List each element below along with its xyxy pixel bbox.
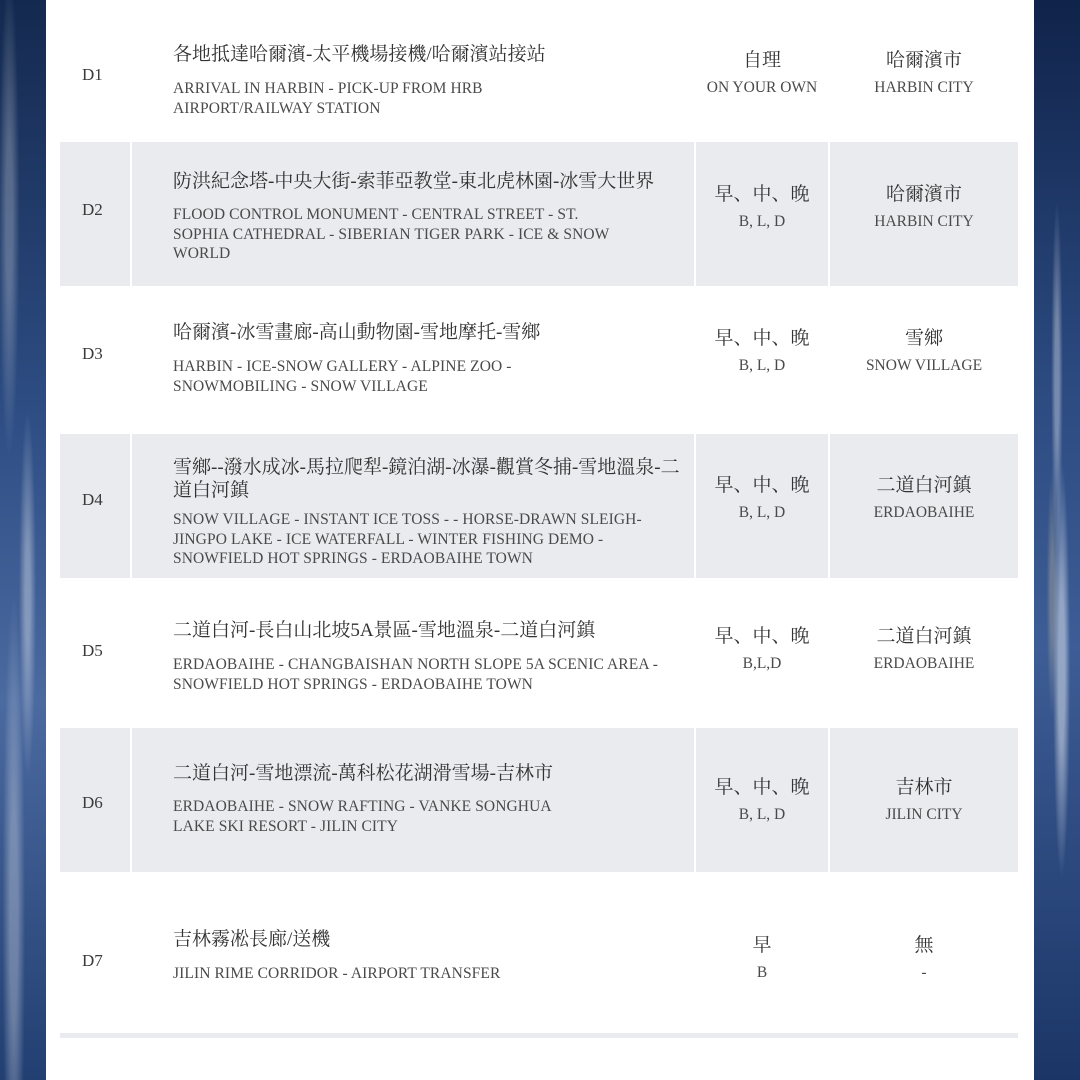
hotel-cell: [830, 434, 1018, 578]
route-cell: [132, 580, 694, 726]
meals-cell: [696, 0, 828, 141]
route-cell: [132, 874, 694, 1032]
hotel-zh: 哈爾濱市: [885, 50, 962, 71]
route-cell: [132, 728, 694, 872]
meals-zh: 早、中、晚: [714, 777, 810, 798]
hotel-en: -: [921, 964, 927, 981]
hotel-zh: 哈爾濱市: [885, 184, 962, 205]
route-zh: 二道白河-長白山北坡5A景區-雪地溫泉-二道白河鎮: [173, 620, 596, 641]
day-label: D5: [82, 641, 103, 660]
hotel-en: ERDAOBAIHE: [873, 504, 975, 521]
snow-scene-background-right: [1034, 0, 1080, 1080]
hotel-cell: [830, 288, 1018, 432]
meals-zh: 自理: [742, 50, 781, 71]
meals-en: B, L, D: [738, 357, 786, 374]
route-en: FLOOD CONTROL MONUMENT - CENTRAL STREET - ST. SOPHIA CATHEDRAL - SIBERIAN TIGER PARK - ICE & SNOW WORLD: [173, 206, 610, 262]
meals-cell: [696, 728, 828, 872]
route-cell: [132, 142, 694, 286]
route-cell: [132, 434, 694, 578]
route-zh: 防洪紀念塔-中央大街-索菲亞教堂-東北虎林園-冰雪大世界: [173, 171, 655, 192]
route-en: HARBIN - ICE-SNOW GALLERY - ALPINE ZOO - SNOWMOBILING - SNOW VILLAGE: [173, 358, 512, 395]
route-zh: 各地抵達哈爾濱-太平機場接機/哈爾濱站接站: [173, 44, 546, 65]
meals-zh: 早、中、晚: [714, 328, 810, 349]
itinerary-row-d5: [60, 580, 1018, 726]
route-zh: 吉林霧凇長廊/送機: [173, 929, 331, 950]
snow-scene-background-left: [0, 0, 46, 1080]
route-en: SNOW VILLAGE - INSTANT ICE TOSS - - HORSE-DRAWN SLEIGH- JINGPO LAKE - ICE WATERFALL - WINTER FISHING DEMO - SNOWFIELD HOT SPRINGS - ERDAOBAIHE TOWN: [173, 511, 642, 567]
day-label: D7: [82, 951, 103, 970]
itinerary-row-d1: [60, 0, 1018, 141]
hotel-cell: [830, 874, 1018, 1032]
hotel-cell: [830, 728, 1018, 872]
route-cell: [132, 0, 694, 141]
day-cell: [60, 0, 130, 141]
hotel-zh: 二道白河鎮: [876, 475, 972, 496]
day-label: D1: [82, 65, 103, 84]
day-cell: [60, 142, 130, 286]
itinerary-row-d3: [60, 288, 1018, 432]
meals-cell: [696, 434, 828, 578]
hotel-zh: 無: [914, 935, 934, 956]
day-cell: [60, 874, 130, 1032]
day-cell: [60, 728, 130, 872]
day-label: D6: [82, 793, 103, 812]
route-zh: 哈爾濱-冰雪畫廊-高山動物園-雪地摩托-雪鄉: [173, 322, 541, 343]
day-cell: [60, 580, 130, 726]
itinerary-row-d4: [60, 434, 1018, 578]
meals-en: B, L, D: [738, 806, 786, 823]
meals-cell: [696, 580, 828, 726]
hotel-en: ERDAOBAIHE: [873, 655, 975, 672]
hotel-zh: 二道白河鎮: [876, 626, 972, 647]
itinerary-row-d6: [60, 728, 1018, 872]
route-zh: 雪鄉--潑水成冰-馬拉爬犁-鏡泊湖-冰瀑-觀賞冬捕-雪地溫泉-二道白河鎮: [173, 457, 680, 501]
meals-cell: [696, 288, 828, 432]
day-label: D2: [82, 200, 103, 219]
day-label: D3: [82, 344, 103, 363]
table-bottom-border: [60, 1033, 1018, 1038]
route-zh: 二道白河-雪地漂流-萬科松花湖滑雪場-吉林市: [173, 763, 553, 784]
route-en: ERDAOBAIHE - SNOW RAFTING - VANKE SONGHUA LAKE SKI RESORT - JILIN CITY: [173, 798, 551, 835]
itinerary-row-d7: [60, 874, 1018, 1032]
hotel-cell: [830, 580, 1018, 726]
route-en: ARRIVAL IN HARBIN - PICK-UP FROM HRB AIRPORT/RAILWAY STATION: [173, 80, 483, 117]
route-en: ERDAOBAIHE - CHANGBAISHAN NORTH SLOPE 5A SCENIC AREA - SNOWFIELD HOT SPRINGS - ERDAOBAIHE TOWN: [173, 656, 658, 693]
itinerary-row-d2: [60, 142, 1018, 286]
meals-zh: 早、中、晚: [714, 626, 810, 647]
meals-en: ON YOUR OWN: [706, 79, 818, 96]
route-cell: [132, 288, 694, 432]
day-cell: [60, 434, 130, 578]
route-en: JILIN RIME CORRIDOR - AIRPORT TRANSFER: [173, 965, 501, 982]
meals-en: B: [756, 964, 768, 981]
hotel-zh: 吉林市: [895, 777, 953, 798]
meals-zh: 早、中、晚: [714, 475, 810, 496]
hotel-en: HARBIN CITY: [874, 79, 974, 96]
meals-zh: 早、中、晚: [714, 184, 810, 205]
meals-cell: [696, 142, 828, 286]
day-label: D4: [82, 490, 103, 509]
hotel-zh: 雪鄉: [904, 328, 943, 349]
hotel-en: SNOW VILLAGE: [865, 357, 983, 374]
meals-cell: [696, 874, 828, 1032]
hotel-en: JILIN CITY: [885, 806, 963, 823]
meals-en: B, L, D: [738, 504, 786, 521]
meals-en: B,L,D: [742, 655, 782, 672]
meals-zh: 早: [752, 935, 772, 956]
itinerary-panel: [46, 0, 1034, 1080]
meals-en: B, L, D: [738, 213, 786, 230]
hotel-cell: [830, 0, 1018, 141]
hotel-en: HARBIN CITY: [874, 213, 974, 230]
day-cell: [60, 288, 130, 432]
hotel-cell: [830, 142, 1018, 286]
